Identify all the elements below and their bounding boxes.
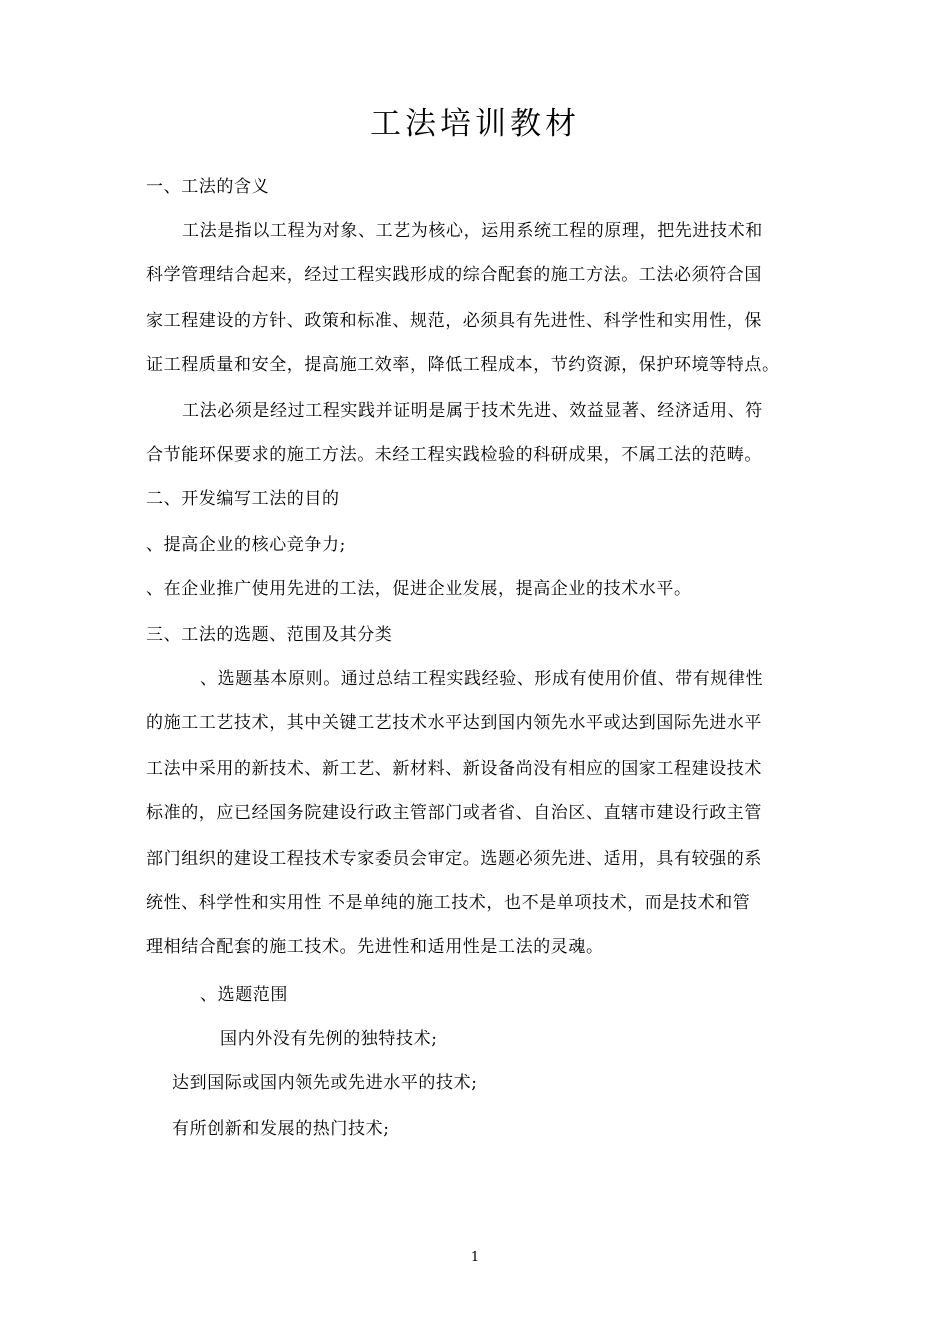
list-item: 有所创新和发展的热门技术; — [172, 1119, 390, 1139]
paragraph-line: 工法中采用的新技术、新工艺、新材料、新设备尚没有相应的国家工程建设技术 — [146, 759, 762, 779]
paragraph-line: 部门组织的建设工程技术专家委员会审定。选题必须先进、适用，具有较强的系 — [146, 849, 762, 869]
paragraph-line: 理相结合配套的施工技术。先进性和适用性是工法的灵魂。 — [146, 937, 604, 957]
section-heading-1: 一、工法的含义 — [146, 177, 270, 197]
paragraph-line: 标准的，应已经国务院建设行政主管部门或者省、自治区、直辖市建设行政主管 — [146, 803, 762, 823]
paragraph-line: 证工程质量和安全，提高施工效率，降低工程成本，节约资源，保护环境等特点。 — [146, 355, 780, 375]
list-item: 、在企业推广使用先进的工法，促进企业发展，提高企业的技术水平。 — [146, 579, 692, 599]
paragraph-line: 的施工工艺技术，其中关键工艺技术水平达到国内领先水平或达到国际先进水平 — [146, 713, 762, 733]
paragraph-line: 家工程建设的方针、政策和标准、规范，必须具有先进性、科学性和实用性，保 — [146, 311, 762, 331]
list-item: 、提高企业的核心竞争力; — [146, 535, 346, 555]
page-number: 1 — [470, 1250, 480, 1265]
document-title: 工法培训教材 — [370, 106, 580, 142]
paragraph-line: 科学管理结合起来，经过工程实践形成的综合配套的施工方法。工法必须符合国 — [146, 265, 762, 285]
paragraph-line: 工法必须是经过工程实践并证明是属于技术先进、效益显著、经济适用、符 — [182, 401, 763, 421]
list-item: 达到国际或国内领先或先进水平的技术; — [172, 1073, 478, 1093]
subsection-heading: 、选题范围 — [200, 985, 288, 1005]
paragraph-line: 合节能环保要求的施工方法。未经工程实践检验的科研成果，不属工法的范畴。 — [146, 445, 762, 465]
list-item: 国内外没有先例的独特技术; — [220, 1029, 438, 1049]
section-heading-3: 三、工法的选题、范围及其分类 — [146, 625, 393, 645]
paragraph-line: 统性、科学性和实用性 不是单纯的施工技术，也不是单项技术，而是技术和管 — [146, 893, 751, 913]
paragraph-line: 工法是指以工程为对象、工艺为核心，运用系统工程的原理，把先进技术和 — [182, 221, 763, 241]
section-heading-2: 二、开发编写工法的目的 — [146, 489, 340, 509]
paragraph-line: 、选题基本原则。通过总结工程实践经验、形成有使用价值、带有规律性 — [200, 669, 764, 689]
